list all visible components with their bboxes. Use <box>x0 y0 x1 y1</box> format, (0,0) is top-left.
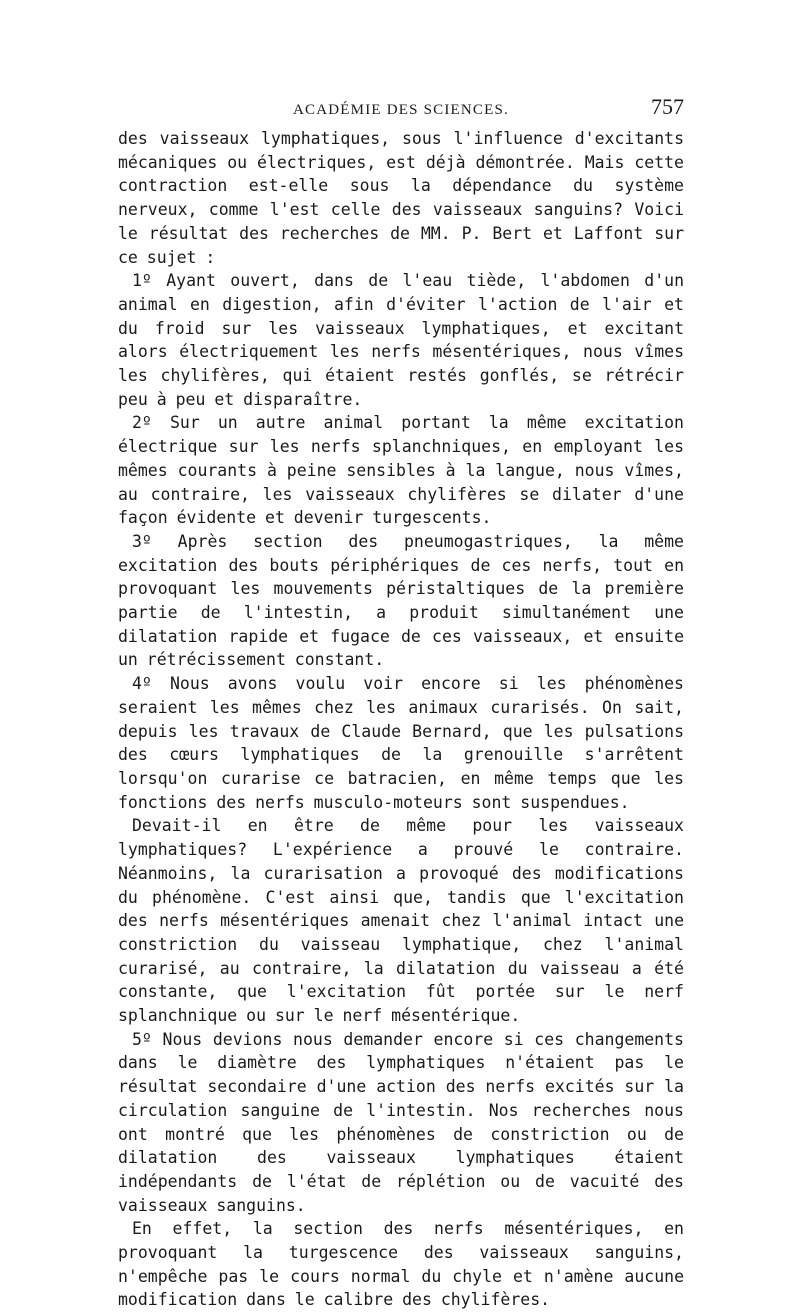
body-text <box>118 127 684 1312</box>
paragraph-continuation: des vaisseaux lymphatiques, sous l'influence d'excitants mécaniques ou électriques, est déjà démontrée. Mais cette contraction est-elle sous la dépendance du système nerveux, comme l'est celle des vaisseaux sanguins? Voici le résultat des recherches de MM. P. Bert et Laffont sur ce sujet : <box>118 129 684 267</box>
page-header <box>118 94 684 124</box>
paragraph-point-4: 4º Nous avons voulu voir encore si les phénomènes seraient les mêmes chez les animaux curarisés. On sait, depuis les travaux de Claude Bernard, que les pulsations des cœurs lymphatiques de la grenouille s'arrêtent lorsqu'on curarise ce batracien, en même temps que les fonctions des nerfs musculo-moteurs sont suspendues. <box>118 674 684 812</box>
paragraph-point-1: 1º Ayant ouvert, dans de l'eau tiède, l'abdomen d'un animal en digestion, afin d'éviter l'action de l'air et du froid sur les vaisseaux lymphatiques, et excitant alors électriquement les nerfs mésentériques, nous vîmes les chylifères, qui étaient restés gonflés, se rétrécir peu à peu et disparaître. <box>118 271 684 409</box>
page-number: 757 <box>651 94 684 119</box>
paragraph-en-effet: En effet, la section des nerfs mésentériques, en provoquant la turgescence des vaisseaux sanguins, n'empêche pas le cours normal du chyle et n'amène aucune modification dans le calibre des chylifères. <box>118 1219 684 1310</box>
paragraph-point-2: 2º Sur un autre animal portant la même excitation électrique sur les nerfs splanchniques, en employant les mêmes courants à peine sensibles à la langue, nous vîmes, au contraire, les vaisseaux chylifères se dilater d'une façon évidente et devenir turgescents. <box>118 413 684 528</box>
paragraph-point-5: 5º Nous devions nous demander encore si ces changements dans le diamètre des lymphatiques n'étaient pas le résultat secondaire d'une action des nerfs excités sur la circulation sanguine de l'intestin. Nos recherches nous ont montré que les phénomènes de constriction ou de dilatation des vaisseaux lymphatiques étaient indépendants de l'état de réplétion ou de vacuité des vaisseaux sanguins. <box>118 1029 684 1215</box>
paragraph-curarisation: Devait-il en être de même pour les vaisseaux lymphatiques? L'expérience a prouvé le contraire. Néanmoins, la curarisation a provoqué des modifications du phénomène. C'est ainsi que, tandis que l'excitation des nerfs mésentériques amenait chez l'animal intact une constriction du vaisseau lymphatique, chez l'animal curarisé, au contraire, la dilatation du vaisseau a été constante, que l'excitation fût portée sur le nerf splanchnique ou sur le nerf mésentérique. <box>118 816 684 1026</box>
running-head: ACADÉMIE DES SCIENCES. <box>293 102 509 118</box>
paragraph-point-3: 3º Après section des pneumogastriques, la même excitation des bouts périphériques de ces nerfs, tout en provoquant les mouvements péristaltiques de la première partie de l'intestin, a produit simultanément une dilatation rapide et fugace de ces vaisseaux, et ensuite un rétrécissement constant. <box>118 531 684 670</box>
